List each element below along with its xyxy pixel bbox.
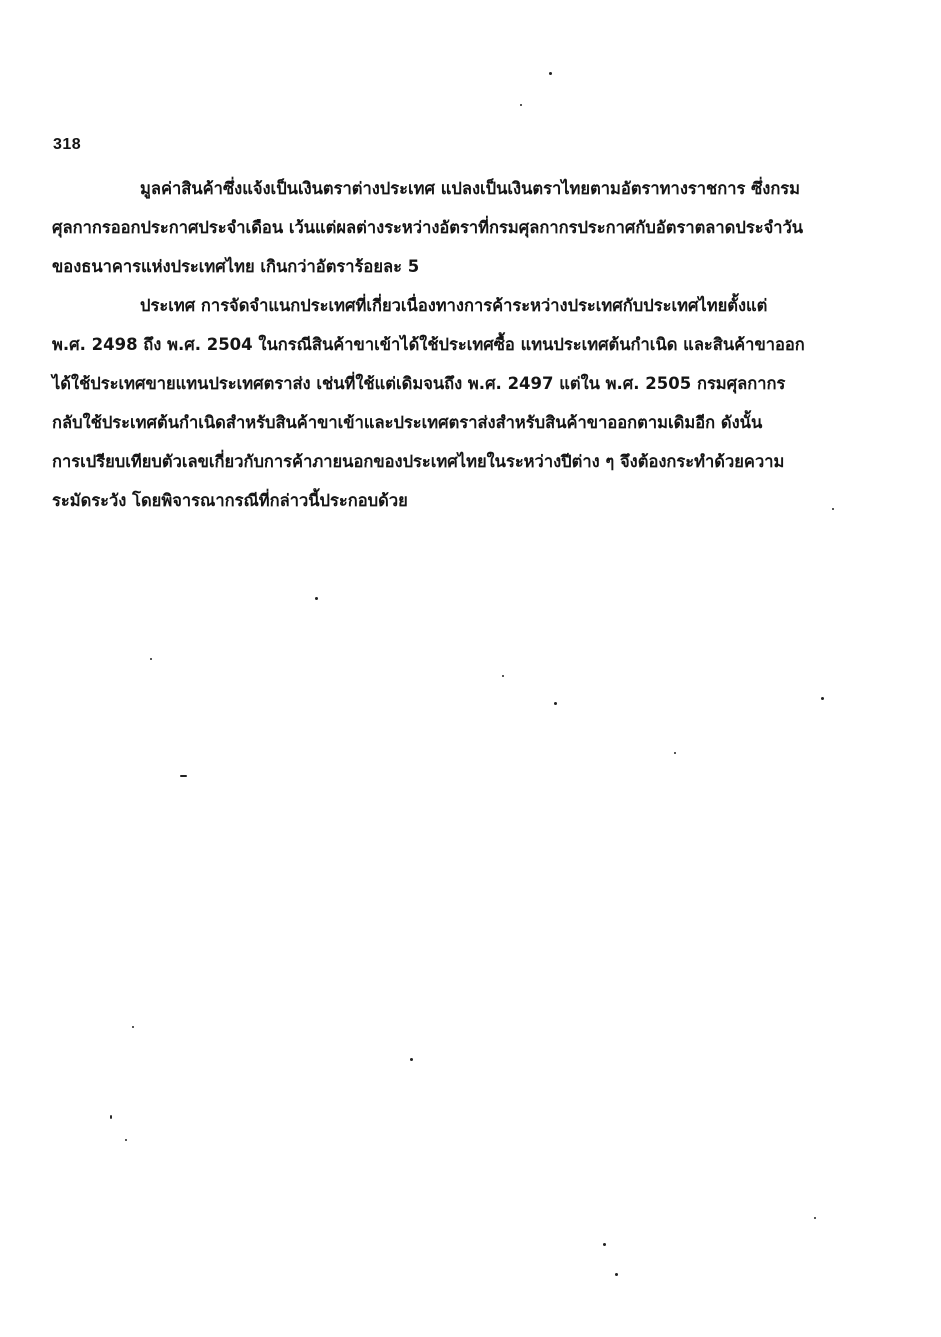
- scan-speck: [674, 752, 676, 754]
- paragraph-2-line-2: พ.ศ. 2498 ถึง พ.ศ. 2504 ในกรณีสินค้าขาเข้าได้ใช้ประเทศซื้อ แทนประเทศต้นกำเนิด และสินค้าขาออก: [52, 335, 805, 354]
- scan-speck: [180, 775, 187, 777]
- scan-speck: [410, 1058, 413, 1061]
- scan-speck: [615, 1273, 618, 1276]
- paragraph-2-line-5: การเปรียบเทียบตัวเลขเกี่ยวกับการค้าภายนอกของประเทศไทยในระหว่างปีต่าง ๆ จึงต้องกระทำด้วยความ: [52, 452, 785, 471]
- scan-speck: [125, 1139, 127, 1141]
- scan-speck: [821, 697, 824, 700]
- paragraph-1-line-1: มูลค่าสินค้าซึ่งแจ้งเป็นเงินตราต่างประเทศ แปลงเป็นเงินตราไทยตามอัตราทางราชการ ซึ่งกรม: [140, 179, 801, 198]
- scan-speck: [502, 675, 504, 677]
- paragraph-2-line-3: ได้ใช้ประเทศขายแทนประเทศตราส่ง เช่นที่ใช้แต่เดิมจนถึง พ.ศ. 2497 แต่ใน พ.ศ. 2505 กรมศุลกากร: [52, 374, 786, 393]
- paragraph-2-line-4: กลับใช้ประเทศต้นกำเนิดสำหรับสินค้าขาเข้าและประเทศตราส่งสำหรับสินค้าขาออกตามเดิมอีก ดังนั้น: [52, 413, 763, 432]
- scan-speck: [832, 508, 834, 510]
- scan-speck: [150, 658, 152, 660]
- paragraph-1-line-2: ศุลกากรออกประกาศประจำเดือน เว้นแต่ผลต่างระหว่างอัตราที่กรมศุลกากรประกาศกับอัตราตลาดประจำวัน: [52, 218, 804, 237]
- scan-speck: [814, 1217, 816, 1219]
- scan-speck: [110, 1115, 112, 1119]
- paragraph-2-line-6: ระมัดระวัง โดยพิจารณากรณีที่กล่าวนี้ประกอบด้วย: [52, 491, 408, 510]
- scan-speck: [603, 1243, 606, 1246]
- paragraph-2-line-1: ประเทศ การจัดจำแนกประเทศที่เกี่ยวเนื่องทางการค้าระหว่างประเทศกับประเทศไทยตั้งแต่: [140, 296, 768, 315]
- paragraph-1-line-3: ของธนาคารแห่งประเทศไทย เกินกว่าอัตราร้อยละ 5: [52, 257, 420, 276]
- scan-speck: [554, 702, 557, 705]
- scan-speck: [549, 72, 552, 75]
- scan-speck: [520, 104, 522, 106]
- scan-speck: [315, 597, 318, 600]
- scan-speck: [132, 1026, 134, 1028]
- page-number: 318: [53, 136, 82, 153]
